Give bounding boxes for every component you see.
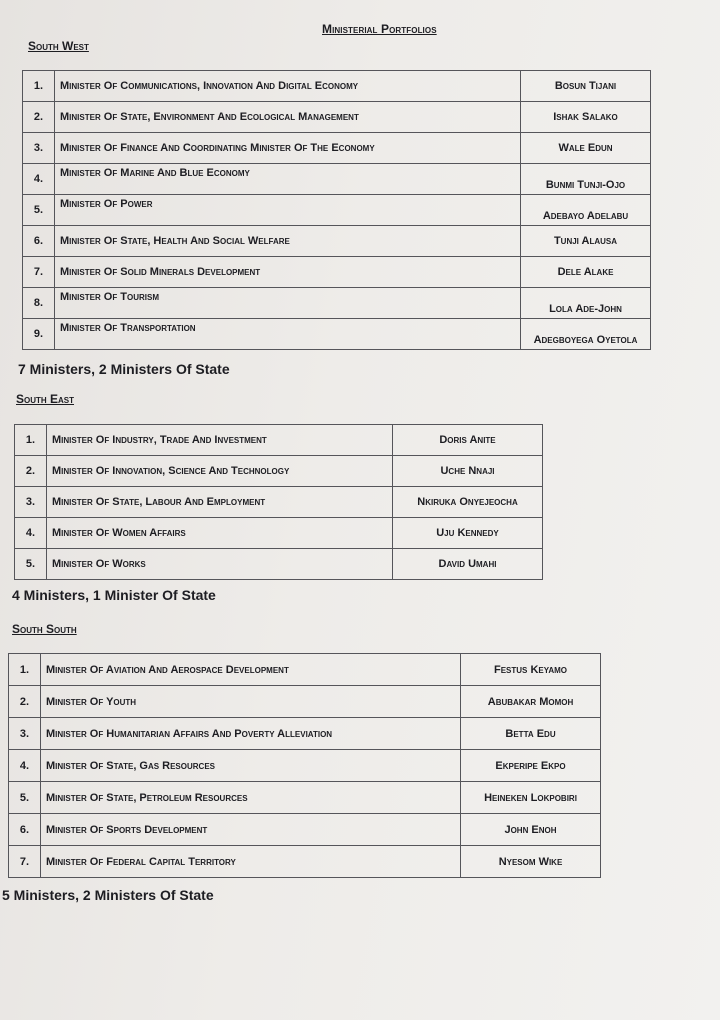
row-number: 4. xyxy=(23,164,55,195)
portfolio-cell: Minister Of Sports Development xyxy=(41,814,461,846)
table-row xyxy=(15,518,543,549)
minister-name-cell: Wale Edun xyxy=(521,133,651,164)
table-row xyxy=(15,425,543,456)
portfolio-cell: Minister Of Transportation xyxy=(55,319,521,350)
row-number: 8. xyxy=(23,288,55,319)
table-row xyxy=(15,487,543,518)
table-row xyxy=(9,846,601,878)
minister-name-cell: David Umahi xyxy=(393,549,543,580)
row-number: 5. xyxy=(23,195,55,226)
table-row xyxy=(15,549,543,580)
minister-name-cell: John Enoh xyxy=(461,814,601,846)
minister-name-cell: Festus Keyamo xyxy=(461,654,601,686)
south-east-table xyxy=(14,424,543,580)
row-number: 7. xyxy=(23,257,55,288)
section-summary-south-east: 4 Ministers, 1 Minister Of State xyxy=(12,587,216,603)
table-row xyxy=(9,750,601,782)
south-west-table xyxy=(22,70,651,350)
minister-name-cell: Uju Kennedy xyxy=(393,518,543,549)
portfolio-cell: Minister Of Aviation And Aerospace Development xyxy=(41,654,461,686)
row-number: 4. xyxy=(15,518,47,549)
portfolio-cell: Minister Of Women Affairs xyxy=(47,518,393,549)
row-number: 2. xyxy=(15,456,47,487)
portfolio-cell: Minister Of Power xyxy=(55,195,521,226)
minister-name-cell: Ishak Salako xyxy=(521,102,651,133)
row-number: 6. xyxy=(23,226,55,257)
table-row xyxy=(23,319,651,350)
portfolio-cell: Minister Of Marine And Blue Economy xyxy=(55,164,521,195)
table-row xyxy=(23,102,651,133)
portfolio-cell: Minister Of Innovation, Science And Technology xyxy=(47,456,393,487)
section-summary-south-south: 5 Ministers, 2 Ministers Of State xyxy=(2,887,214,903)
row-number: 5. xyxy=(15,549,47,580)
table-row xyxy=(23,257,651,288)
row-number: 9. xyxy=(23,319,55,350)
minister-name-cell: Doris Anite xyxy=(393,425,543,456)
minister-name-cell: Adegboyega Oyetola xyxy=(521,319,651,350)
section-heading-south-south: South South xyxy=(12,622,77,636)
minister-name-cell: Tunji Alausa xyxy=(521,226,651,257)
portfolio-cell: Minister Of Communications, Innovation And Digital Economy xyxy=(55,71,521,102)
row-number: 1. xyxy=(15,425,47,456)
row-number: 7. xyxy=(9,846,41,878)
table-row xyxy=(9,718,601,750)
table-row xyxy=(9,654,601,686)
minister-name-cell: Ekperipe Ekpo xyxy=(461,750,601,782)
portfolio-cell: Minister Of State, Health And Social Welfare xyxy=(55,226,521,257)
document-title: Ministerial Portfolios xyxy=(322,22,437,36)
minister-name-cell: Lola Ade-John xyxy=(521,288,651,319)
table-row xyxy=(9,782,601,814)
portfolio-cell: Minister Of Finance And Coordinating Minister Of The Economy xyxy=(55,133,521,164)
table-row xyxy=(23,133,651,164)
portfolio-cell: Minister Of Solid Minerals Development xyxy=(55,257,521,288)
row-number: 1. xyxy=(9,654,41,686)
portfolio-cell: Minister Of Industry, Trade And Investment xyxy=(47,425,393,456)
table-row xyxy=(9,814,601,846)
table-row xyxy=(23,71,651,102)
portfolio-cell: Minister Of Federal Capital Territory xyxy=(41,846,461,878)
minister-name-cell: Abubakar Momoh xyxy=(461,686,601,718)
row-number: 1. xyxy=(23,71,55,102)
row-number: 2. xyxy=(23,102,55,133)
portfolio-cell: Minister Of State, Environment And Ecological Management xyxy=(55,102,521,133)
row-number: 5. xyxy=(9,782,41,814)
row-number: 3. xyxy=(15,487,47,518)
row-number: 2. xyxy=(9,686,41,718)
minister-name-cell: Uche Nnaji xyxy=(393,456,543,487)
section-summary-south-west: 7 Ministers, 2 Ministers Of State xyxy=(18,361,230,377)
table-row xyxy=(9,686,601,718)
portfolio-cell: Minister Of State, Petroleum Resources xyxy=(41,782,461,814)
portfolio-cell: Minister Of Tourism xyxy=(55,288,521,319)
portfolio-cell: Minister Of Youth xyxy=(41,686,461,718)
section-heading-south-east: South East xyxy=(16,392,75,406)
portfolio-cell: Minister Of State, Gas Resources xyxy=(41,750,461,782)
row-number: 4. xyxy=(9,750,41,782)
table-row xyxy=(15,456,543,487)
table-row xyxy=(23,288,651,319)
minister-name-cell: Heineken Lokpobiri xyxy=(461,782,601,814)
south-south-table xyxy=(8,653,601,878)
minister-name-cell: Adebayo Adelabu xyxy=(521,195,651,226)
minister-name-cell: Nkiruka Onyejeocha xyxy=(393,487,543,518)
portfolio-cell: Minister Of Humanitarian Affairs And Poverty Alleviation xyxy=(41,718,461,750)
section-heading-south-west: South West xyxy=(28,39,89,53)
row-number: 3. xyxy=(23,133,55,164)
row-number: 3. xyxy=(9,718,41,750)
portfolio-cell: Minister Of Works xyxy=(47,549,393,580)
row-number: 6. xyxy=(9,814,41,846)
minister-name-cell: Dele Alake xyxy=(521,257,651,288)
minister-name-cell: Bosun Tijani xyxy=(521,71,651,102)
table-row xyxy=(23,226,651,257)
minister-name-cell: Bunmi Tunji-Ojo xyxy=(521,164,651,195)
portfolio-cell: Minister Of State, Labour And Employment xyxy=(47,487,393,518)
minister-name-cell: Nyesom Wike xyxy=(461,846,601,878)
table-row xyxy=(23,164,651,195)
minister-name-cell: Betta Edu xyxy=(461,718,601,750)
table-row xyxy=(23,195,651,226)
